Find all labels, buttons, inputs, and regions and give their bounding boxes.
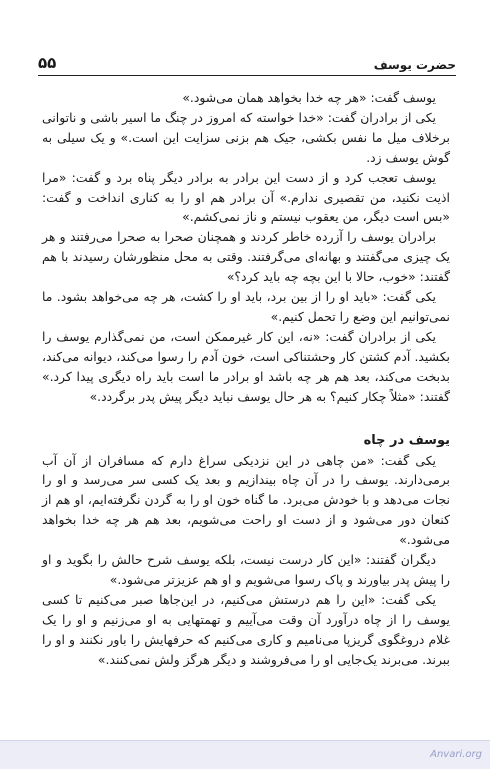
- paragraph: یکی از برادران گفت: «خدا خواسته که امروز در چنگ ما اسیر باشی و ناتوانی برخلاف میل ما نفس بکشی، جیک هم بزنی سزایت این است.» و یک سیلی به گوش یوسف زد.: [42, 109, 450, 165]
- paragraph: یوسف تعجب کرد و از دست این برادر به برادر دیگر پناه برد و گفت: «مرا اذیت نکنید، من تقصیری ندارم.» آن برادر هم او را به کناری انداخت و گفت: «بس است دیگر، من یعقوب نیستم و ناز نمی‌کشم.»: [42, 169, 450, 225]
- watermark-text: Anvari.org: [430, 749, 482, 760]
- header-divider: [38, 75, 456, 76]
- body-text: [42, 88, 450, 669]
- paragraph: یکی گفت: «باید او را از بین برد، باید او را کشت، هر چه می‌خواهد بشود. ما نمی‌توانیم این وضع را تحمل کنیم.»: [42, 289, 450, 324]
- running-title: حضرت یوسف: [373, 58, 456, 72]
- paragraph: یکی گفت: «این را هم درستش می‌کنیم، در این‌جاها صبر می‌کنیم تا کسی یوسف را از چاه درآورد آن وقت می‌آییم و تهمتهایی به او می‌زنیم و او را یک غلام دروغگوی گریزپا می‌نامیم و کاری می‌کنیم که حرفهایش را باور نکنند و او را ببرند. می‌برند یک‌جایی او را می‌فروشند و دیگر هرگز ولش نمی‌کنند.»: [42, 591, 450, 667]
- section-heading: یوسف در چاه: [363, 432, 450, 448]
- paragraph: یکی از برادران گفت: «نه، این کار غیرممکن است، من نمی‌گذارم یوسف را بکشید. آدم کشتن کار وحشتناکی است، خون آدم را رسوا می‌کند، دیوانه می‌کند، بدبخت می‌کند، بعد هم هر چه باشد او برادر ما است باید راه دیگری پیدا کرد.» گفتند: «مثلاً چکار کنیم؟ به هر حال یوسف نباید دیگر پیش پدر برگردد.»: [42, 328, 450, 404]
- paragraph: یوسف گفت: «هر چه خدا بخواهد همان می‌شود.»: [182, 90, 436, 105]
- paragraph: یکی گفت: «من چاهی در این نزدیکی سراغ دارم که مسافران از آن آب برمی‌دارند. یوسف را در آن چاه بیندازیم و بعد یک کسی سر می‌رسد و او را نجات می‌دهد و با خودش می‌برد. ما گناه خون او را به گردن نگرفته‌ایم، او هم از کنعان دور می‌شود و از دست او راحت می‌شویم، بعد هم هر چه خدا بخواهد می‌شود.»: [42, 452, 450, 548]
- page-number: ۵۵: [38, 54, 57, 72]
- page-header: [38, 50, 456, 72]
- footer-bar: [0, 740, 490, 769]
- paragraph: برادران یوسف را آزرده خاطر کردند و همچنان صحرا به صحرا می‌رفتند و هر یک چیزی می‌گفتند و بهانه‌ای می‌گرفتند. وقتی به محل منظورشان رسیدند با هم گفتند: «خوب، حالا با این بچه چه باید کرد؟»: [42, 229, 450, 285]
- paragraph: دیگران گفتند: «این کار درست نیست، بلکه یوسف شرح حالش را بگوید و او را پیش پدر بیاورند و پاک رسوا می‌شویم و او هم عزیزتر می‌شود.»: [42, 552, 450, 587]
